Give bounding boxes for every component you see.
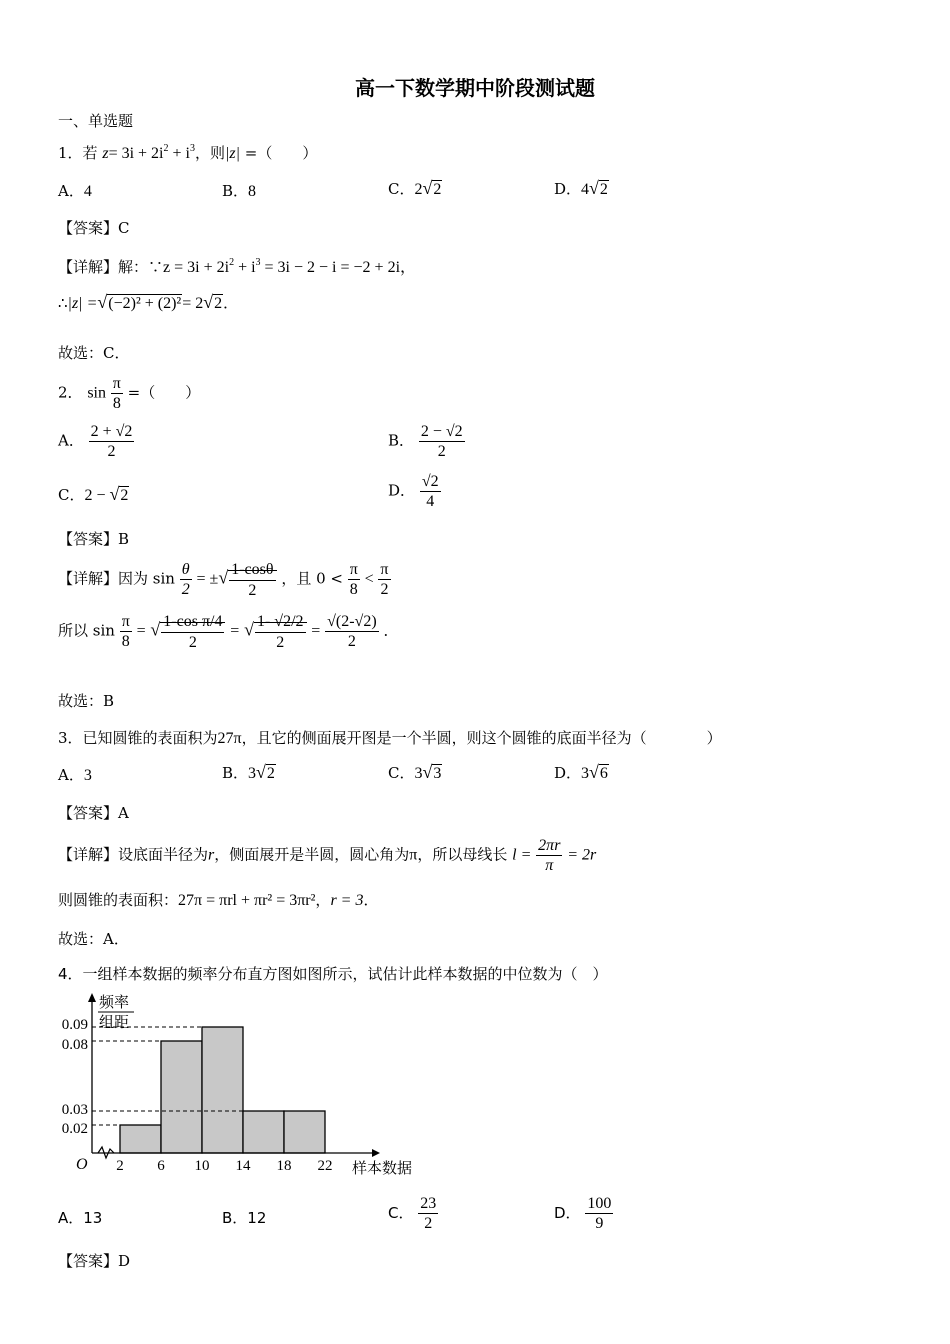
q1-answer: 【答案】C — [58, 219, 130, 237]
q4-stem: 4．一组样本数据的频率分布直方图如图所示，试估计此样本数据的中位数为（ ） — [58, 965, 608, 983]
q3-choose: 故选：A． — [58, 930, 129, 948]
histogram-chart — [50, 985, 440, 1195]
page-title: 高一下数学期中阶段测试题 — [355, 76, 595, 100]
y-tick-label: 0.02 — [61, 1121, 88, 1137]
q4-option-d: D． $\frac{100}{9}$ — [554, 1195, 612, 1233]
histogram-bar — [243, 1111, 284, 1153]
y-axis-label-top: 频率 — [99, 993, 130, 1011]
origin-label: O — [76, 1156, 88, 1173]
q2-choose: 故选：B — [58, 692, 115, 710]
x-tick-label: 6 — [157, 1158, 165, 1174]
x-tick-label: 22 — [317, 1158, 333, 1174]
q1-detail: 【详解】解：∵z = $3i + 2i^2 + i^3 = 3i - 2 - i = -2 + 2i$， — [58, 257, 417, 276]
q1-stem: 1．若 $z= 3i + 2i^2 + i^3$，则|z| =（ ） — [58, 143, 318, 162]
q2-detail: 【详解】因为 sin $\frac{\theta}{2}$ = ±√ $\frac{1-\cos\theta}{2}$ ，且 0 < $\frac{\pi}{8}$ < $\frac{\pi}{2}$ — [58, 561, 389, 599]
q1-detail-line2: ∴|z| =√(−2)² + (2)²= 2√2． — [58, 292, 239, 312]
q3-option-b: B．3√2 — [222, 762, 275, 782]
q2-answer: 【答案】B — [58, 530, 130, 548]
q4-option-c: C． $\frac{23}{2}$ — [388, 1195, 437, 1233]
q2-option-c: C．2 − √2 — [58, 484, 129, 504]
section-heading: 一、单选题 — [58, 112, 134, 130]
q3-option-c: C．3√3 — [388, 762, 442, 782]
y-axis-label-bottom: 组距 — [99, 1013, 130, 1031]
x-tick-label: 14 — [235, 1158, 251, 1174]
histogram-bar — [202, 1027, 243, 1153]
q3-option-a: A．3 — [58, 766, 92, 784]
q2-detail-line2: 所以 sin $\frac{\pi}{8}$ = √ $\frac{\text{1-cos π/4}}{2}$ = √ $\frac{1- √2/2}{2}$ = $\frac{√(2-√2)}{2}$ ． — [58, 613, 399, 651]
q3-stem: 3．已知圆锥的表面积为27π，且它的侧面展开图是一个半圆，则这个圆锥的底面半径为（ ） — [58, 729, 722, 747]
histogram-bar — [284, 1111, 325, 1153]
q3-answer: 【答案】A — [58, 804, 129, 822]
q1-choose: 故选：C． — [58, 344, 130, 362]
y-axis-arrow — [88, 993, 96, 1002]
x-axis-label: 样本数据 — [352, 1159, 413, 1177]
q1-option-b: B．8 — [222, 182, 257, 200]
q1-option-c: C．2√2 — [388, 178, 442, 198]
x-axis-arrow — [372, 1149, 380, 1157]
histogram-bar — [161, 1041, 202, 1153]
x-tick-label: 10 — [194, 1158, 210, 1174]
q2-option-b: B． $\frac{2 - √2}{2}$ — [388, 423, 463, 461]
q2-option-a: A． $\frac{2 + √2}{2}$ — [58, 423, 133, 461]
y-tick-label: 0.03 — [61, 1102, 88, 1118]
y-tick-label: 0.09 — [61, 1017, 88, 1033]
x-tick-label: 2 — [116, 1158, 124, 1174]
x-tick-label: 18 — [276, 1158, 292, 1174]
q3-detail: 【详解】设底面半径为r，侧面展开是半圆，圆心角为π，所以母线长 l = $\frac{2\pi r}{\pi}$ = 2r — [58, 837, 597, 875]
q4-option-b: B．12 — [222, 1209, 267, 1227]
histogram-bar — [120, 1125, 161, 1153]
q3-option-d: D．3√6 — [554, 762, 608, 782]
q2-option-d: D． $\frac{√2}{4}$ — [388, 473, 439, 511]
y-tick-label: 0.08 — [61, 1037, 88, 1053]
q4-answer: 【答案】D — [58, 1252, 131, 1270]
q3-detail-line2: 则圆锥的表面积：27π = πrl + πr² = 3πr²，r = 3． — [58, 891, 379, 909]
q4-option-a: A．13 — [58, 1209, 103, 1227]
q1-option-a: A．4 — [58, 182, 92, 200]
q1-option-d: D．4√2 — [554, 178, 608, 198]
q2-stem: 2． sin $\frac{\pi}{8}$ =（ ） — [58, 375, 201, 413]
